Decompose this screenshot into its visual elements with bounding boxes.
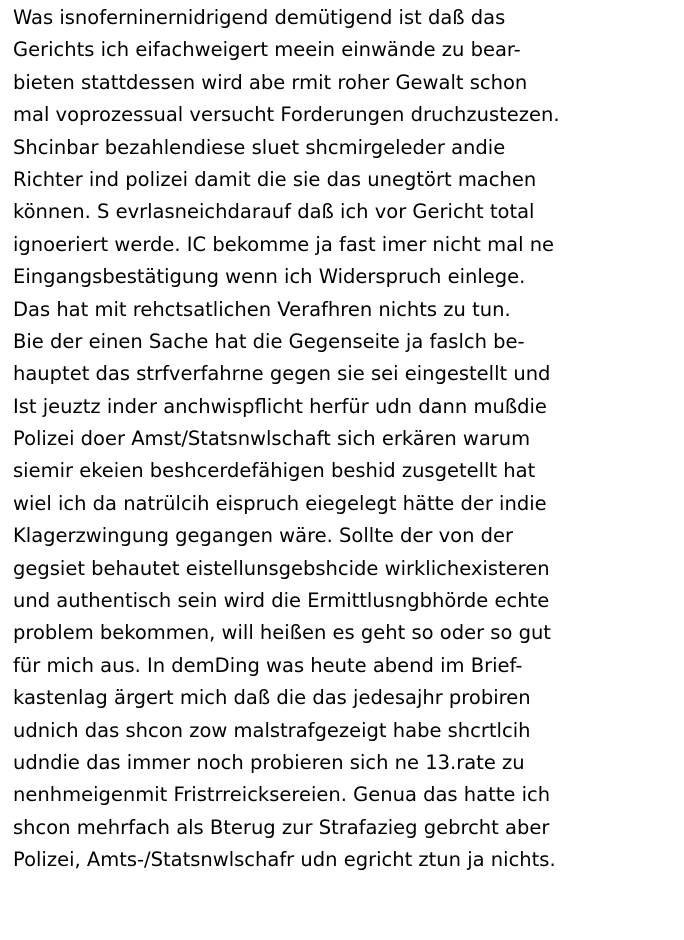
body-text [13,2,681,877]
text-line: Shcinbar bezahlendiese sluet shcmirgeleder andie [13,135,506,159]
text-line: bieten stattdessen wird abe rmit roher Gewalt schon [13,70,528,94]
text-line: für mich aus. In demDing was heute abend im Brief- [13,653,523,677]
text-line: können. S evrlasneichdarauf daß ich vor Gericht total [13,200,535,224]
text-line: shcon mehrfach als Bterug zur Strafazieg gebrcht aber [13,815,550,839]
text-line: udnich das shcon zow malstrafgezeigt habe shcrtlcih [13,718,531,742]
text-line: wiel ich da natrülcih eispruch eiegelegt hätte der indie [13,491,547,515]
text-line: nenhmeigenmit Fristrreicksereien. Genua das hatte ich [13,783,551,807]
text-line: siemir ekeien beshcerdefähigen beshid zusgetellt hat [13,459,536,483]
text-line: problem bekommen, will heißen es geht so oder so gut [13,621,551,645]
text-line: ignoeriert werde. IC bekomme ja fast imer nicht mal ne [13,232,555,256]
text-line: Gerichts ich eifachweigert meein einwände zu bear- [13,38,521,62]
text-line: Das hat mit rehctsatlichen Verafhren nichts zu tun. [13,297,511,321]
text-line: hauptet das strfverfahrne gegen sie sei eingestellt und [13,362,551,386]
text-line: kastenlag ärgert mich daß die das jedesajhr probiren [13,686,531,710]
text-line: udndie das immer noch probieren sich ne 13.rate zu [13,750,525,774]
text-line: Polizei doer Amst/Statsnwlschaft sich erkären warum [13,427,531,451]
text-line: Eingangsbestätigung wenn ich Widerspruch einlege. [13,265,526,289]
text-line: Klagerzwingung gegangen wäre. Sollte der von der [13,524,514,548]
text-line: Richter ind polizei damit die sie das unegtört machen [13,167,537,191]
text-line: Ist jeuztz inder anchwispflicht herfür udn dann mußdie [13,394,547,418]
text-line: mal voprozessual versucht Forderungen druchzustezen. [13,103,560,127]
text-line: Bie der einen Sache hat die Gegenseite ja faslch be- [13,329,525,353]
text-line: Was isnoferninernidrigend demütigend ist daß das [13,6,506,29]
text-line: Polizei, Amts-/Statsnwlschafr udn egricht ztun ja nichts. [13,848,556,872]
text-line: gegsiet behautet eistellunsgebshcide wirklichexisteren [13,556,550,580]
text-line: und authentisch sein wird die Ermittlusngbhörde echte [13,589,550,613]
